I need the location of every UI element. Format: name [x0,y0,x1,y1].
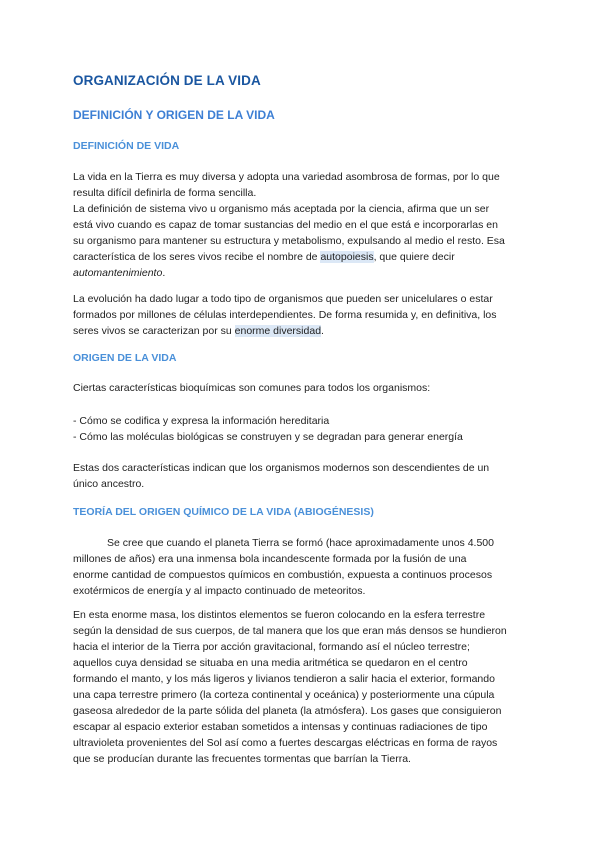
text-segment: característica de los seres vivos recibe el nombre de [73,251,321,263]
text-line: Estas dos características indican que los organismos modernos son descendientes de un [73,462,490,474]
text-line: La evolución ha dado lugar a todo tipo de organismos que pueden ser unicelulares o estar [73,293,493,305]
text-line: está vivo cuando es capaz de tomar sustancias del medio en el que está e incorporarlas en [73,219,498,231]
list-item: - Cómo se codifica y expresa la información hereditaria [73,415,330,427]
list-caracteristicas [73,413,528,445]
text-line: su organismo para mantener su estructura y metabolismo, expulsando al medio el resto. Esa [73,235,505,247]
paragraph-definicion [73,169,528,281]
subheading-origen: ORIGEN DE LA VIDA [73,352,177,364]
text-line: según la densidad de sus cuerpos, de tal manera que los que eran más densos se hundieron [73,625,507,637]
text-line: una capa terrestre primero (la corteza continental y oceánica) y posteriormente una cúpula [73,689,495,701]
italic-term: automantenimiento [73,267,163,279]
text-line: En esta enorme masa, los distintos elementos se fueron colocando en la esfera terrestre [73,609,486,621]
text-line: La definición de sistema vivo u organismo más aceptada por la ciencia, afirma que un ser [73,203,490,215]
text-segment: , que quiere decir [373,251,455,263]
text-segment: seres vivos se caracterizan por su [73,325,235,337]
text-segment: . [321,325,324,337]
subheading-teoria: TEORÍA DEL ORIGEN QUÍMICO DE LA VIDA (ABIOGÉNESIS) [73,506,374,518]
paragraph-evolucion [73,291,528,339]
text-line: escapar al espacio exterior estaban sometidos a intensas y continuas radiaciones de tipo [73,721,488,733]
subheading-definicion: DEFINICIÓN DE VIDA [73,140,180,152]
text-line: que se producían durante las frecuentes tormentas que barrían la Tierra. [73,753,411,765]
text-line: aquellos cuya densidad se situaba en una media aritmética se quedaron en el centro [73,657,468,669]
paragraph-origen-intro [73,380,528,396]
text-line: enorme cantidad de compuestos químicos en combustión, expuesta a continuos procesos [73,569,493,581]
paragraph-origen-conclusion [73,460,528,492]
section-heading: DEFINICIÓN Y ORIGEN DE LA VIDA [73,108,275,122]
text-segment: . [162,267,166,279]
text-line: formados por millones de células interdependientes. De forma resumida y, en definitiva, los [73,309,497,321]
text-line [73,265,528,281]
text-line: formando el manto, y los más ligeros y livianos tendieron a salir hacia el exterior, formando [73,673,495,685]
list-item: - Cómo las moléculas biológicas se construyen y se degradan para generar energía [73,431,463,443]
text-line: gaseosa alrededor de la parte sólida del planeta (la atmósfera). Los gases que consiguieron [73,705,502,717]
page-title: ORGANIZACIÓN DE LA VIDA [73,73,261,88]
paragraph-teoria-1 [73,535,528,599]
text-line: ultravioleta provenientes del Sol así como a fuertes descargas eléctricas en forma de rayos [73,737,498,749]
text-line: Se cree que cuando el planeta Tierra se formó (hace aproximadamente unos 4.500 [107,537,494,549]
text-line: resulta difícil definirla de forma sencilla. [73,187,257,199]
text-line [73,323,528,339]
text-line [73,249,528,265]
text-line: único ancestro. [73,478,145,490]
text-line: hacia el interior de la Tierra por acción gravitacional, formando así el núcleo terrestre; [73,641,470,653]
text-line: exotérmicos de energía y al impacto continuado de meteoritos. [73,585,366,597]
highlighted-term: autopoiesis [320,251,374,263]
paragraph-teoria-2 [73,607,528,767]
text-line: millones de años) era una inmensa bola incandescente formada por la fusión de una [73,553,467,565]
text-line: Ciertas características bioquímicas son comunes para todos los organismos: [73,382,431,394]
highlighted-term: enorme diversidad [234,325,322,337]
text-line: La vida en la Tierra es muy diversa y adopta una variedad asombrosa de formas, por lo que [73,171,500,183]
